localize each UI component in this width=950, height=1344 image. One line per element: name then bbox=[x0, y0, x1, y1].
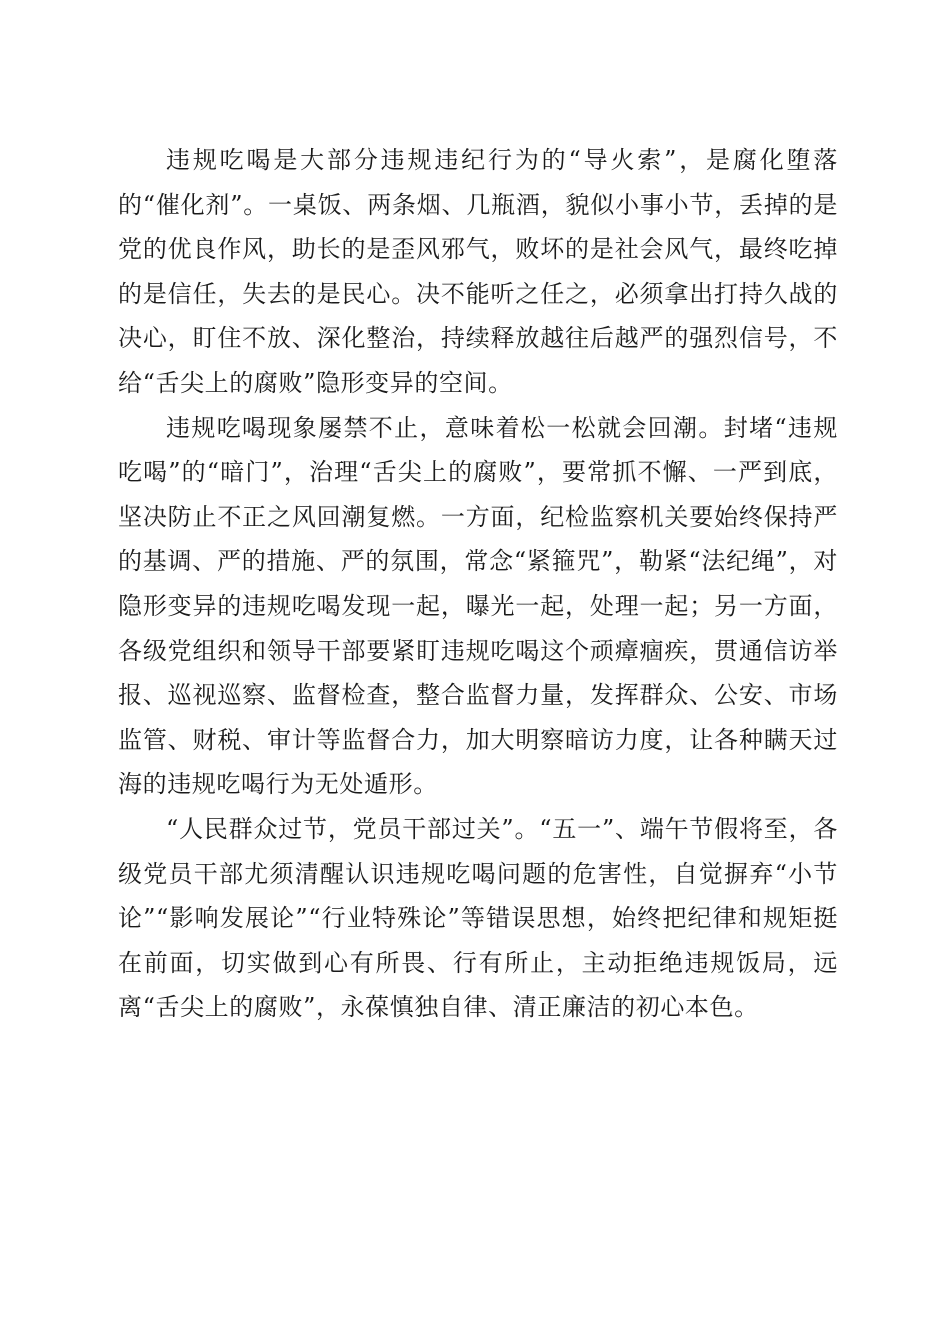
paragraph-2: 违规吃喝现象屡禁不止，意味着松一松就会回潮。封堵“违规吃喝”的“暗门”，治理“舌尖上的腐败”，要常抓不懈、一严到底，坚决防止不正之风回潮复燃。一方面，纪检监察机关要始终保持严的基调、严的措施、严的氛围，常念“紧箍咒”，勒紧“法纪绳”，对隐形变异的违规吃喝发现一起，曝光一起，处理一起；另一方面，各级党组织和领导干部要紧盯违规吃喝这个顽瘴痼疾，贯通信访举报、巡视巡察、监督检查，整合监督力量，发挥群众、公安、市场监管、财税、审计等监督合力，加大明察暗访力度，让各种瞒天过海的违规吃喝行为无处遁形。 bbox=[118, 413, 838, 799]
paragraph-1: 违规吃喝是大部分违规违纪行为的“导火索”，是腐化堕落的“催化剂”。一桌饭、两条烟、几瓶酒，貌似小事小节，丢掉的是党的优良作风，助长的是歪风邪气，败坏的是社会风气，最终吃掉的是信任，失去的是民心。决不能听之任之，必须拿出打持久战的决心，盯住不放、深化整治，持续释放越往后越严的强烈信号，不给“舌尖上的腐败”隐形变异的空间。 bbox=[118, 146, 838, 397]
paragraph-3: “人民群众过节，党员干部过关”。“五一”、端午节假将至，各级党员干部尤须清醒认识违规吃喝问题的危害性，自觉摒弃“小节论”“影响发展论”“行业特殊论”等错误思想，始终把纪律和规矩挺在前面，切实做到心有所畏、行有所止，主动拒绝违规饭局，远离“舌尖上的腐败”，永葆慎独自律、清正廉洁的初心本色。 bbox=[118, 814, 838, 1022]
document-body bbox=[118, 138, 838, 1030]
